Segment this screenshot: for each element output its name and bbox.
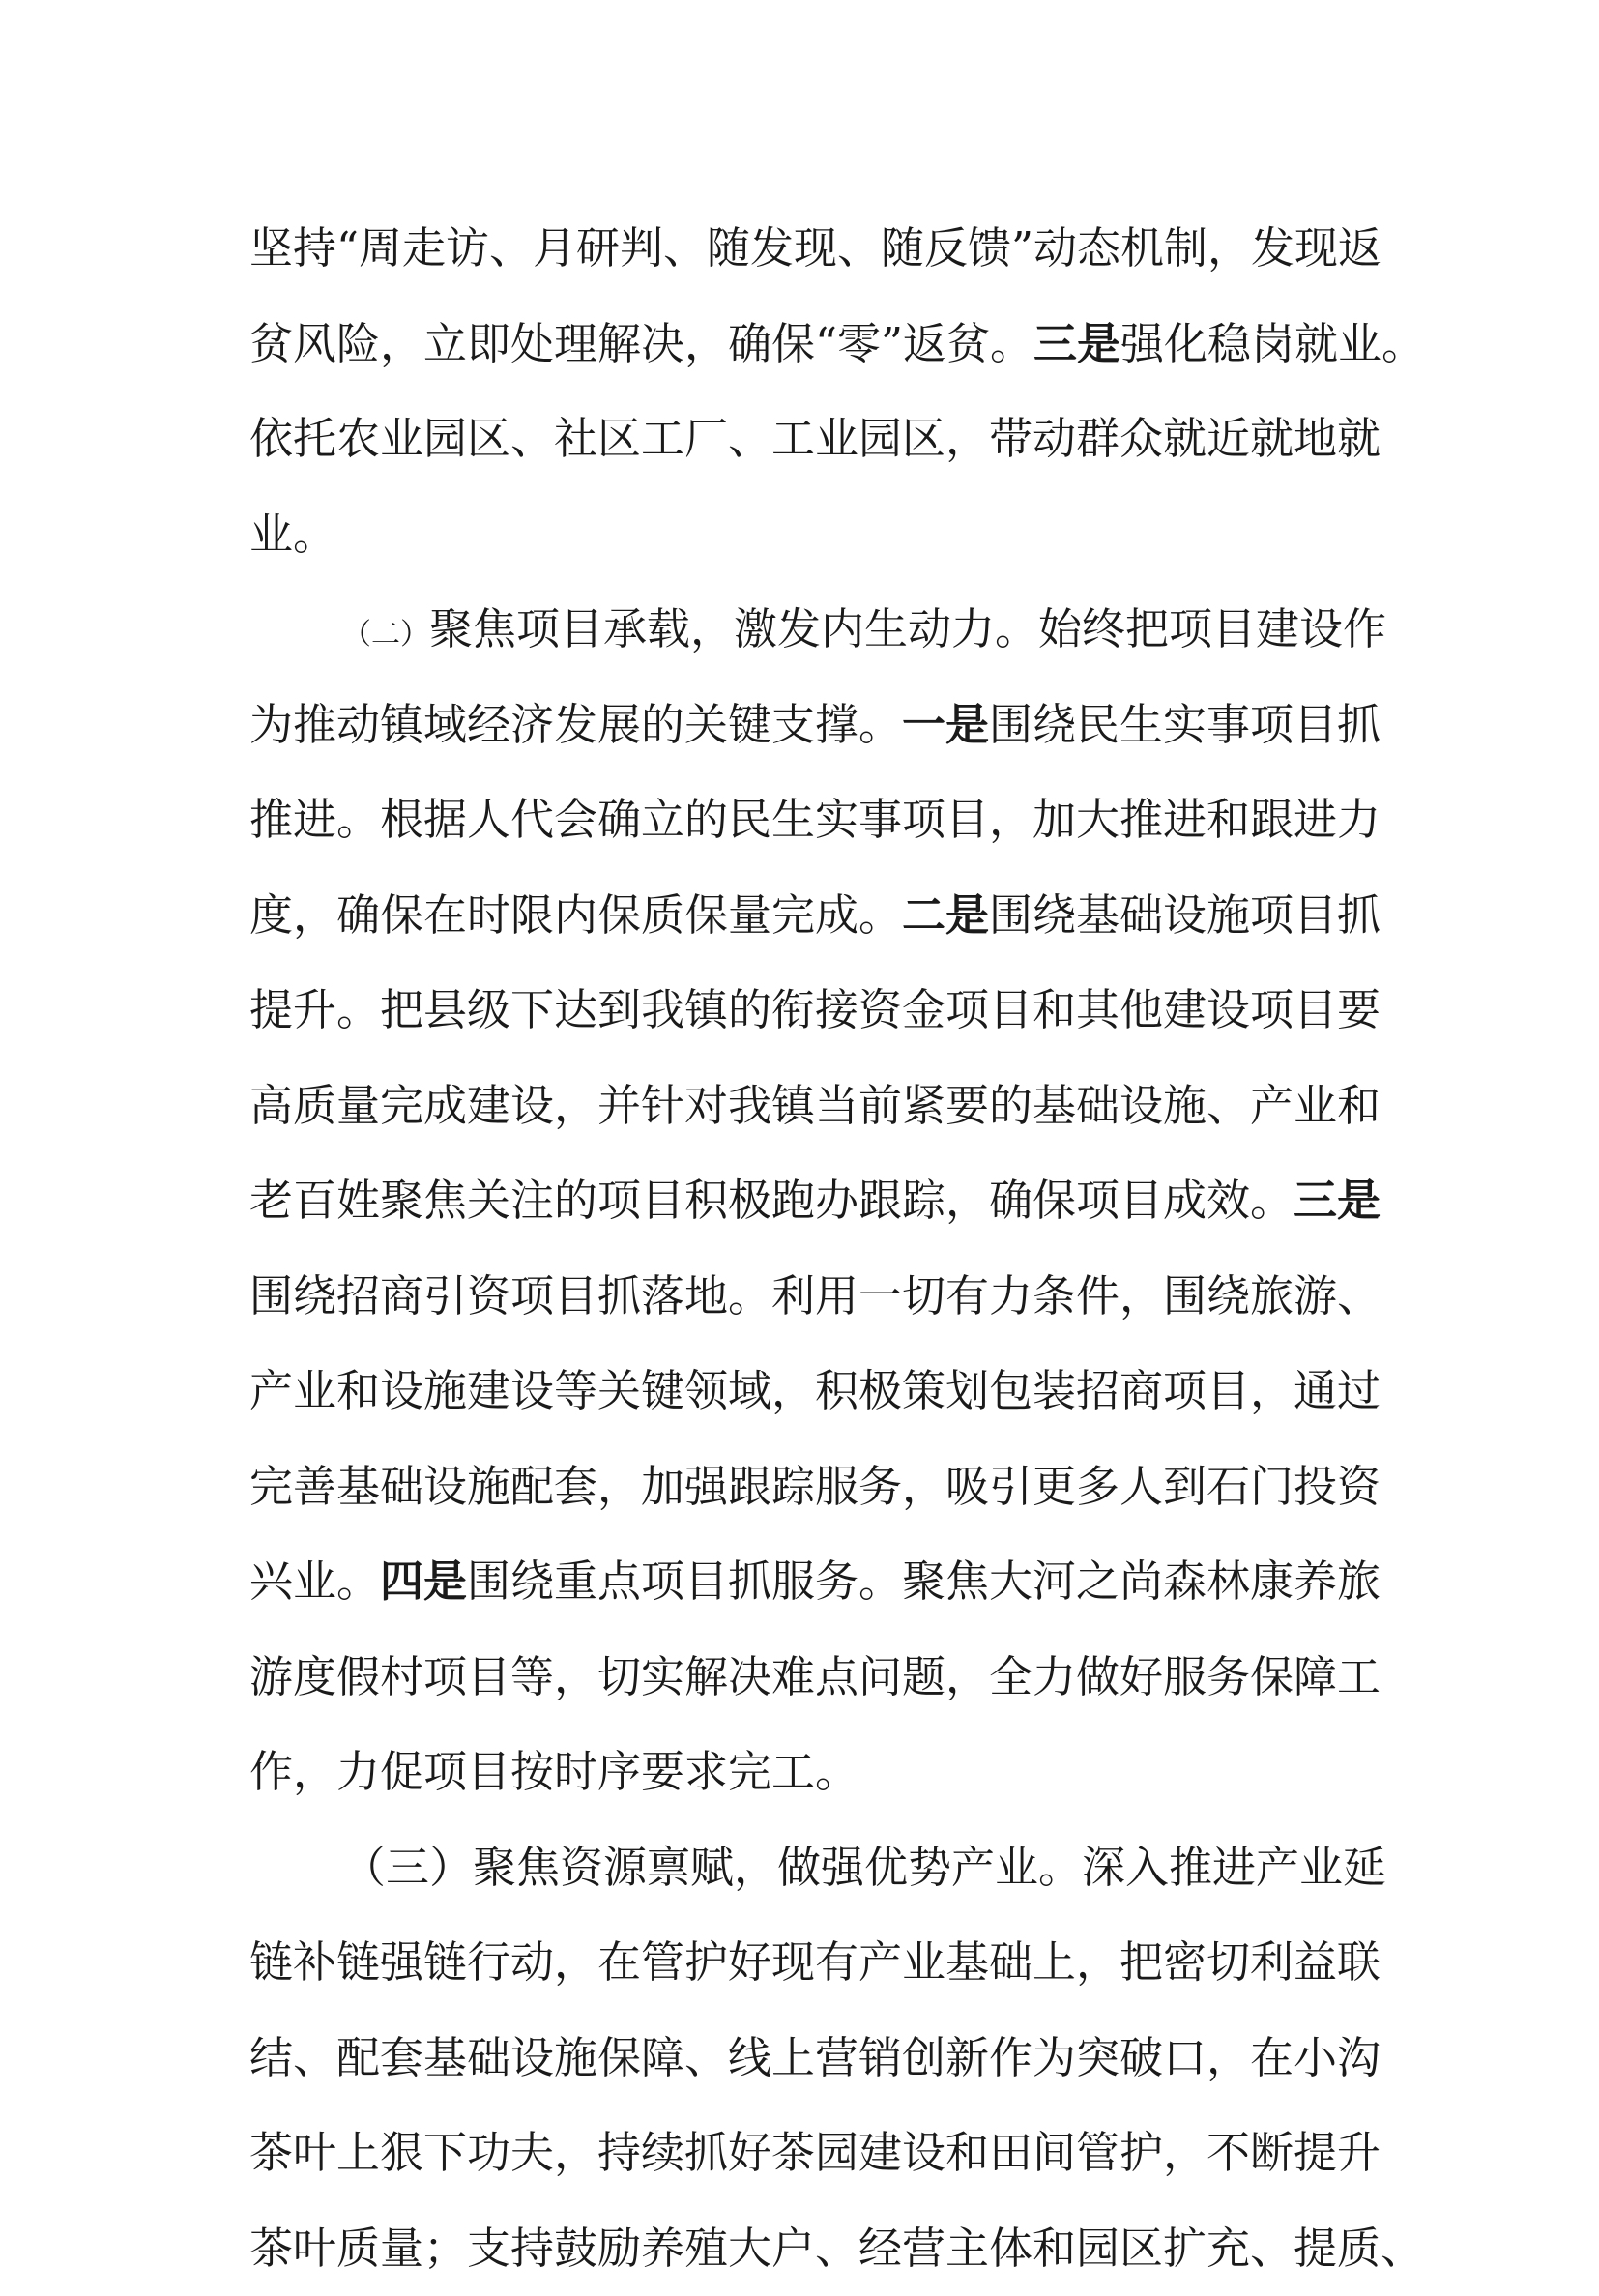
text-line: 为推动镇域经济发展的关键支撑。一是围绕民生实事项目抓 <box>249 678 1369 773</box>
bold-marker: 四是 <box>380 1555 467 1607</box>
bold-marker: 二是 <box>902 889 989 941</box>
text-line: 产业和设施建设等关键领域，积极策划包装招商项目，通过 <box>249 1344 1369 1439</box>
text-line: 游度假村项目等，切实解决难点问题，全力做好服务保障工 <box>249 1630 1369 1726</box>
text-line: 坚持“周走访、月研判、随发现、随反馈”动态机制，发现返 <box>249 201 1369 297</box>
text-line: 推进。根据人代会确立的民生实事项目，加大推进和跟进力 <box>249 772 1369 868</box>
text-line: 茶叶上狠下功夫，持续抓好茶园建设和田间管护，不断提升 <box>249 2106 1369 2201</box>
text-line: 度，确保在时限内保质保量完成。二是围绕基础设施项目抓 <box>249 868 1369 964</box>
text-line: 完善基础设施配套，加强跟踪服务，吸引更多人到石门投资 <box>249 1439 1369 1535</box>
text-line: 作，力促项目按时序要求完工。 <box>249 1725 1369 1820</box>
text-line: 围绕招商引资项目抓落地。利用一切有力条件，围绕旅游、 <box>249 1249 1369 1345</box>
text-line: 贫风险，立即处理解决，确保“零”返贫。三是强化稳岗就业。 <box>249 297 1369 392</box>
section-number: （二） <box>342 618 429 652</box>
text-line: 依托农业园区、社区工厂、工业园区，带动群众就近就地就 <box>249 392 1369 487</box>
text-line: 结、配套基础设施保障、线上营销创新作为突破口，在小沟 <box>249 2011 1369 2107</box>
bold-marker: 一是 <box>902 699 989 750</box>
text-line: 老百姓聚焦关注的项目积极跑办跟踪，确保项目成效。三是 <box>249 1153 1369 1249</box>
bold-marker: 三是 <box>1294 1175 1381 1226</box>
body-text <box>249 201 1369 2296</box>
bold-marker: 三是 <box>1033 318 1120 369</box>
text-line: 高质量完成建设，并针对我镇当前紧要的基础设施、产业和 <box>249 1059 1369 1154</box>
text-line: 链补链强链行动，在管护好现有产业基础上，把密切利益联 <box>249 1915 1369 2011</box>
section-heading-line: （二）聚焦项目承载，激发内生动力。始终把项目建设作 <box>249 582 1369 678</box>
text-line: 兴业。四是围绕重点项目抓服务。聚焦大河之尚森林康养旅 <box>249 1534 1369 1630</box>
text-line: 提升。把县级下达到我镇的衔接资金项目和其他建设项目要 <box>249 963 1369 1059</box>
section-heading-line: （三）聚焦资源禀赋，做强优势产业。深入推进产业延 <box>249 1820 1369 1916</box>
text-line: 茶叶质量；支持鼓励养殖大户、经营主体和园区扩充、提质、 <box>249 2201 1369 2296</box>
text-line: 业。 <box>249 487 1369 583</box>
